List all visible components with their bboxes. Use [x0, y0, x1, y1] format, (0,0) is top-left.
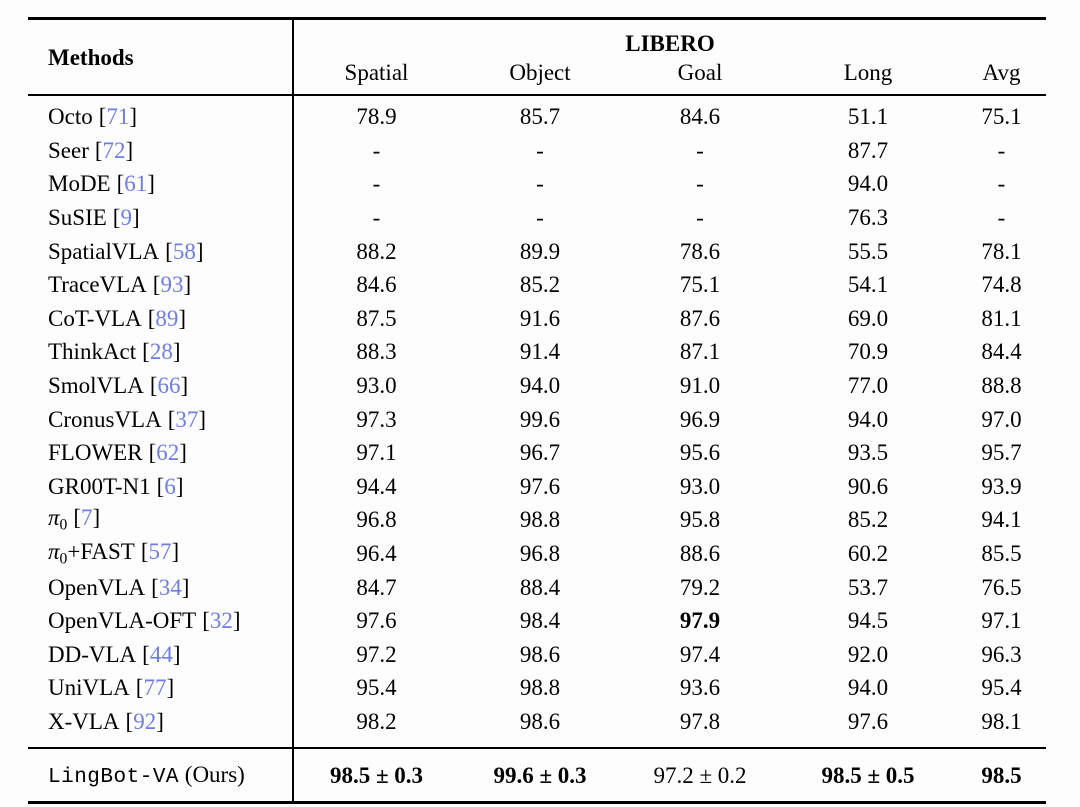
citation-number[interactable]: 32 — [209, 608, 233, 634]
cell-spatial: - — [372, 205, 381, 231]
method-name — [28, 234, 293, 268]
table-row — [28, 470, 1046, 504]
citation-bracket: ] — [198, 406, 207, 432]
ours-cell-object: 99.6 ± 0.3 — [459, 748, 621, 803]
method-name — [28, 671, 293, 705]
method-name — [28, 201, 293, 235]
citation-bracket: ] — [156, 708, 164, 734]
cell-object: 98.6 — [519, 708, 561, 734]
citation-number[interactable]: 62 — [156, 440, 180, 466]
header-row-group — [28, 19, 1046, 61]
cell-long: 54.1 — [847, 272, 889, 298]
cell-avg: 95.4 — [981, 675, 1022, 701]
method-name-segment: 0 — [59, 516, 68, 534]
cell-spatial: 84.6 — [356, 272, 397, 298]
cell-spatial: 84.7 — [356, 574, 397, 600]
cell-goal: 87.6 — [679, 305, 721, 331]
cell-spatial: 97.2 — [356, 641, 397, 667]
cell-long: 70.9 — [847, 339, 889, 365]
table-row — [28, 436, 1046, 470]
column-header-object: Object — [459, 60, 621, 95]
method-name — [28, 705, 293, 749]
cell-goal: 95.6 — [679, 440, 721, 466]
method-name — [28, 503, 293, 537]
citation-bracket: ] — [125, 137, 134, 163]
cell-object: 98.6 — [519, 641, 561, 667]
cell-spatial: 93.0 — [356, 373, 397, 399]
method-name — [28, 268, 293, 302]
method-name — [28, 302, 293, 336]
citation-bracket: [ — [73, 505, 82, 531]
cell-long: 69.0 — [847, 305, 889, 331]
cell-goal: 93.0 — [679, 473, 721, 499]
method-name — [28, 167, 293, 201]
citation-number[interactable]: 93 — [160, 272, 184, 298]
cell-object: 91.6 — [519, 305, 561, 331]
citation-bracket: ] — [232, 608, 241, 634]
method-name-segment: π — [48, 505, 60, 531]
cell-avg: 88.8 — [981, 373, 1022, 399]
table-footer — [28, 748, 1046, 803]
cell-spatial: 97.3 — [356, 406, 397, 432]
cell-object: 89.9 — [519, 238, 561, 264]
cell-long: 94.0 — [847, 675, 889, 701]
method-name-segment: GR00T-N1 — [48, 473, 151, 499]
cell-object: 98.4 — [519, 608, 561, 634]
citation-bracket: ] — [175, 473, 184, 499]
method-name-segment: TraceVLA — [48, 272, 147, 298]
method-name-segment: SpatialVLA — [48, 238, 160, 264]
cell-spatial: 88.2 — [356, 238, 397, 264]
method-name-segment: SmolVLA — [48, 373, 144, 399]
method-name — [28, 369, 293, 403]
citation-number[interactable]: 44 — [149, 641, 173, 667]
method-name-segment: Octo — [48, 104, 93, 130]
citation-bracket: [ — [202, 608, 210, 634]
cell-spatial: 78.9 — [356, 104, 397, 130]
cell-object: 97.6 — [519, 473, 561, 499]
citation-bracket: [ — [116, 171, 125, 197]
cell-spatial: 94.4 — [356, 473, 397, 499]
citation-bracket: [ — [140, 539, 149, 564]
cell-avg: 85.5 — [981, 541, 1022, 567]
table-row — [28, 604, 1046, 638]
table-row — [28, 335, 1046, 369]
table-row — [28, 671, 1046, 705]
table-row — [28, 201, 1046, 235]
citation-link[interactable] — [153, 272, 191, 297]
cell-object: 98.8 — [519, 507, 561, 533]
cell-avg: 95.7 — [981, 440, 1022, 466]
cell-avg: 75.1 — [981, 104, 1022, 130]
cell-avg: 78.1 — [981, 238, 1022, 264]
ours-method-name — [28, 748, 293, 803]
cell-spatial: 88.3 — [356, 339, 397, 365]
cell-long: 60.2 — [847, 541, 889, 567]
cell-goal: 91.0 — [679, 373, 721, 399]
cell-avg: 81.1 — [981, 305, 1022, 331]
citation-bracket: ] — [179, 440, 187, 466]
cell-spatial: 97.1 — [356, 440, 397, 466]
column-header-long: Long — [779, 60, 957, 95]
cell-goal: - — [696, 205, 704, 231]
citation-bracket: [ — [112, 205, 121, 231]
citation-bracket: [ — [142, 641, 150, 667]
cell-goal: 88.6 — [679, 541, 721, 567]
citation-number[interactable]: 28 — [149, 339, 173, 365]
citation-bracket: [ — [94, 137, 103, 163]
citation-bracket: ] — [129, 104, 138, 130]
method-name-segment: X-VLA — [48, 708, 120, 734]
citation-number[interactable]: 72 — [102, 137, 126, 163]
citation-bracket: ] — [92, 505, 101, 531]
cell-spatial: - — [372, 137, 381, 163]
citation-link[interactable] — [99, 104, 137, 129]
cell-long: 85.2 — [847, 507, 889, 533]
citation-bracket: [ — [165, 238, 173, 264]
method-name-segment: OpenVLA — [48, 574, 146, 600]
cell-object: 96.7 — [519, 440, 561, 466]
citation-bracket: ] — [171, 539, 180, 564]
table-row — [28, 570, 1046, 604]
cell-avg: 96.3 — [981, 641, 1022, 667]
column-header-methods: Methods — [28, 19, 293, 96]
citation-link[interactable] — [142, 642, 180, 667]
citation-link[interactable] — [148, 306, 186, 331]
cell-spatial: 87.5 — [356, 305, 397, 331]
column-group-header-libero: LIBERO — [625, 30, 715, 56]
table-row — [28, 302, 1046, 336]
method-name — [28, 134, 293, 168]
method-name-segment: DD-VLA — [48, 641, 137, 667]
cell-avg: 84.4 — [981, 339, 1022, 365]
method-name-segment: CoT-VLA — [48, 305, 142, 331]
citation-link[interactable] — [141, 539, 179, 564]
method-name — [28, 436, 293, 470]
cell-goal: 87.1 — [679, 339, 721, 365]
table-row — [28, 167, 1046, 201]
cell-goal: 96.9 — [679, 406, 721, 432]
cell-goal: 79.2 — [679, 574, 721, 600]
cell-goal: 93.6 — [679, 675, 721, 701]
citation-link[interactable] — [157, 474, 184, 499]
citation-bracket: ] — [172, 339, 181, 365]
method-name-segment: Seer — [48, 137, 89, 163]
cell-long: 92.0 — [847, 641, 889, 667]
cell-avg: 98.1 — [981, 708, 1022, 734]
method-name-segment: MoDE — [48, 171, 111, 197]
cell-object: 88.4 — [519, 574, 561, 600]
ours-cell-avg: 98.5 — [957, 748, 1046, 803]
table-row — [28, 95, 1046, 134]
cell-long: 76.3 — [847, 205, 889, 231]
cell-long: 97.6 — [847, 708, 889, 734]
citation-link[interactable] — [142, 339, 180, 364]
table-row — [28, 638, 1046, 672]
method-name-segment: +FAST — [67, 539, 135, 564]
cell-object: 96.8 — [519, 541, 561, 567]
cell-object: - — [536, 137, 544, 163]
cell-long: 55.5 — [847, 238, 889, 264]
table-body — [28, 95, 1046, 748]
citation-number[interactable]: 6 — [164, 473, 176, 499]
cell-goal: 75.1 — [679, 272, 721, 298]
citation-number[interactable]: 66 — [157, 373, 181, 399]
column-header-avg: Avg — [957, 60, 1046, 95]
table-row — [28, 369, 1046, 403]
citation-bracket: ] — [147, 171, 155, 197]
cell-avg: 94.1 — [981, 507, 1022, 533]
ours-cell-goal: 97.2 ± 0.2 — [621, 748, 779, 803]
citation-number[interactable]: 7 — [81, 505, 93, 531]
method-name-segment: 0 — [59, 550, 68, 568]
method-name-segment: FLOWER — [48, 440, 143, 466]
citation-number[interactable]: 77 — [143, 675, 167, 701]
cell-long: 94.0 — [847, 171, 889, 197]
cell-avg: - — [997, 137, 1006, 163]
method-name — [28, 537, 293, 571]
cell-spatial: 97.6 — [356, 608, 397, 634]
citation-bracket: ] — [166, 675, 175, 701]
citation-number[interactable]: 89 — [155, 305, 179, 331]
method-name-segment: CronusVLA — [48, 406, 162, 432]
cell-avg: 97.0 — [981, 406, 1022, 432]
cell-avg: - — [997, 205, 1006, 231]
cell-goal: 95.8 — [679, 507, 721, 533]
citation-link[interactable] — [117, 171, 155, 196]
citation-number[interactable]: 71 — [106, 104, 130, 130]
citation-link[interactable] — [73, 505, 100, 530]
cell-goal: 97.8 — [679, 708, 721, 734]
ours-row — [28, 748, 1046, 803]
cell-avg: 76.5 — [981, 574, 1022, 600]
cell-spatial: 96.4 — [356, 541, 397, 567]
ours-method-suffix: (Ours) — [179, 761, 245, 787]
citation-bracket: ] — [183, 272, 192, 298]
citation-link[interactable] — [168, 407, 206, 432]
method-name — [28, 604, 293, 638]
cell-object: 85.7 — [519, 104, 561, 130]
citation-bracket: ] — [180, 373, 189, 399]
method-name-segment: OpenVLA-OFT — [48, 608, 197, 634]
ours-method-label: LingBot-VA — [48, 765, 180, 789]
table-row — [28, 234, 1046, 268]
column-header-goal: Goal — [621, 60, 779, 95]
citation-bracket: ] — [195, 238, 204, 264]
citation-link[interactable] — [126, 709, 164, 734]
cell-avg: 97.1 — [981, 608, 1022, 634]
citation-link[interactable] — [136, 675, 174, 700]
citation-number[interactable]: 9 — [120, 205, 132, 231]
method-name-segment: UniVLA — [48, 675, 130, 701]
method-name — [28, 570, 293, 604]
cell-object: 85.2 — [519, 272, 561, 298]
cell-goal: - — [696, 171, 704, 197]
citation-number[interactable]: 92 — [133, 708, 157, 734]
cell-spatial: 95.4 — [356, 675, 397, 701]
citation-link[interactable] — [95, 138, 133, 163]
citation-bracket: [ — [149, 373, 158, 399]
ours-cell-spatial: 98.5 ± 0.3 — [293, 748, 459, 803]
benchmark-table — [28, 17, 1046, 804]
cell-goal: 78.6 — [679, 238, 721, 264]
citation-number[interactable]: 34 — [158, 574, 182, 600]
citation-bracket: ] — [181, 574, 190, 600]
table-row — [28, 705, 1046, 749]
table-row — [28, 268, 1046, 302]
cell-long: 90.6 — [847, 473, 889, 499]
cell-object: - — [536, 205, 544, 231]
method-name — [28, 470, 293, 504]
cell-object: 94.0 — [519, 373, 561, 399]
citation-bracket: ] — [131, 205, 140, 231]
method-name — [28, 402, 293, 436]
method-name — [28, 638, 293, 672]
table-header — [28, 19, 1046, 96]
cell-spatial: 96.8 — [356, 507, 397, 533]
method-name-segment: π — [48, 539, 60, 564]
citation-number[interactable]: 57 — [148, 539, 172, 564]
citation-bracket: [ — [151, 574, 159, 600]
citation-bracket: [ — [167, 406, 176, 432]
cell-object: 98.8 — [519, 675, 561, 701]
cell-goal: 97.4 — [679, 641, 721, 667]
cell-avg: 93.9 — [981, 473, 1022, 499]
citation-bracket: [ — [98, 104, 107, 130]
citation-number[interactable]: 61 — [124, 171, 148, 197]
column-header-spatial: Spatial — [293, 60, 459, 95]
cell-long: 94.5 — [847, 608, 889, 634]
citation-link[interactable] — [165, 239, 203, 264]
citation-link[interactable] — [151, 575, 189, 600]
citation-bracket: [ — [142, 339, 150, 365]
citation-number[interactable]: 37 — [175, 406, 199, 432]
citation-number[interactable]: 58 — [172, 238, 196, 264]
citation-bracket: [ — [125, 708, 134, 734]
method-name-segment: SuSIE — [48, 205, 107, 231]
citation-link[interactable] — [150, 373, 188, 398]
table-row — [28, 503, 1046, 537]
cell-goal: 97.9 — [679, 608, 721, 634]
table-row — [28, 537, 1046, 571]
cell-spatial: - — [372, 171, 381, 197]
cell-goal: 84.6 — [679, 104, 721, 130]
table-row — [28, 134, 1046, 168]
method-name-segment: ThinkAct — [48, 339, 137, 365]
citation-link[interactable] — [149, 440, 187, 465]
citation-bracket: [ — [135, 675, 144, 701]
cell-long: 53.7 — [847, 574, 889, 600]
citation-bracket: [ — [148, 440, 157, 466]
cell-long: 93.5 — [847, 440, 889, 466]
citation-bracket: ] — [178, 305, 187, 331]
citation-bracket: [ — [156, 473, 165, 499]
table-row — [28, 402, 1046, 436]
cell-long: 87.7 — [847, 137, 889, 163]
method-name — [28, 335, 293, 369]
cell-long: 77.0 — [847, 373, 889, 399]
method-name — [28, 95, 293, 134]
cell-object: - — [536, 171, 544, 197]
cell-spatial: 98.2 — [356, 708, 397, 734]
cell-long: 51.1 — [847, 104, 889, 130]
cell-goal: - — [696, 137, 704, 163]
cell-avg: - — [997, 171, 1006, 197]
citation-bracket: ] — [172, 641, 181, 667]
ours-cell-long: 98.5 ± 0.5 — [779, 748, 957, 803]
citation-link[interactable] — [113, 205, 140, 230]
citation-link[interactable] — [202, 608, 240, 633]
cell-object: 91.4 — [519, 339, 561, 365]
citation-bracket: [ — [152, 272, 161, 298]
citation-bracket: [ — [147, 305, 156, 331]
cell-long: 94.0 — [847, 406, 889, 432]
cell-avg: 74.8 — [981, 272, 1022, 298]
cell-object: 99.6 — [519, 406, 561, 432]
